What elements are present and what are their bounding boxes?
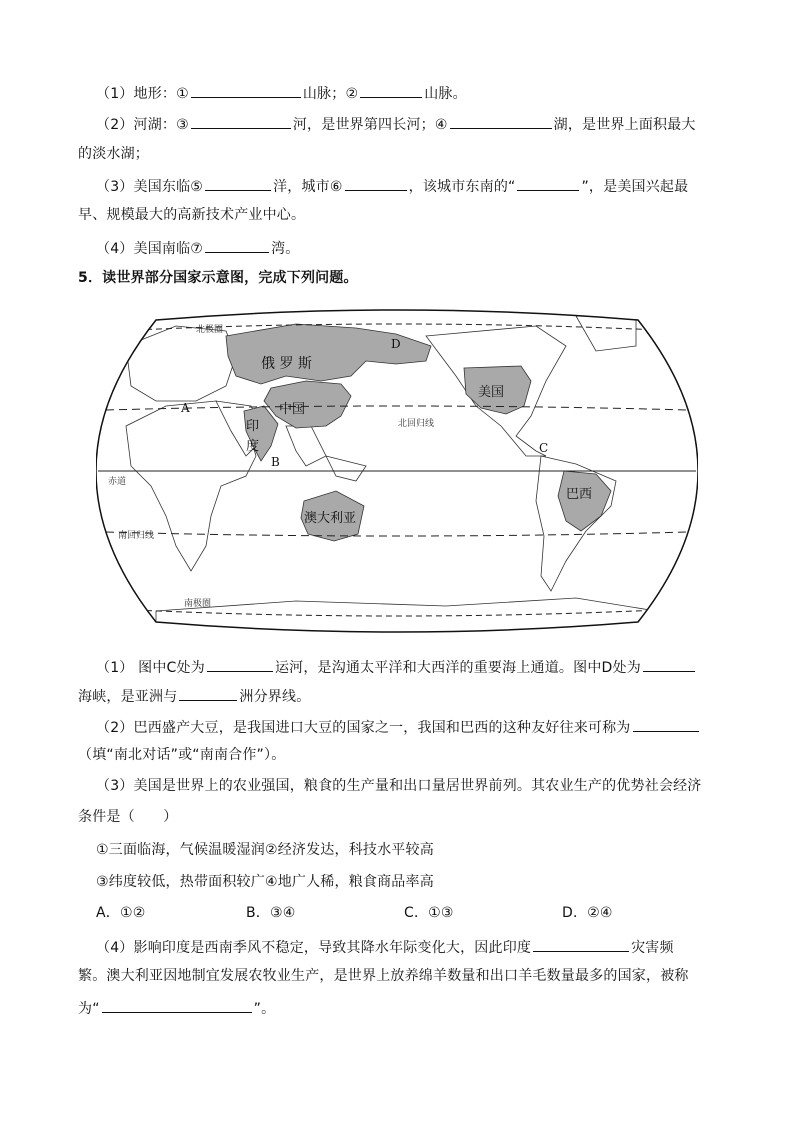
world-map: [96, 306, 698, 636]
label-point-c: C: [539, 441, 549, 455]
option-d[interactable]: D．②④: [562, 905, 613, 921]
q4-river-label: （2）河湖：③: [96, 117, 189, 133]
q5-s4-line-1: [96, 936, 674, 958]
q4-lake-text: 湖，是世界上面积最大: [553, 117, 696, 133]
label-australia: 澳大利亚: [304, 511, 357, 526]
label-india-2: 度: [246, 439, 260, 454]
q5-s1-text-a: （1） 图中C处为: [96, 660, 205, 676]
label-usa: 美国: [478, 385, 505, 400]
q4-line-2: [96, 113, 696, 135]
q4-line-4: [96, 175, 688, 197]
label-equator: 赤道: [108, 477, 127, 487]
q5-s4-text-e: ”。: [253, 1001, 276, 1017]
q4-gulf-label: （4）美国南临⑦: [96, 241, 204, 257]
q5-s4-text-d: 为“: [78, 1001, 100, 1017]
question-5-title: 5．读世界部分国家示意图，完成下列问题。: [78, 270, 358, 286]
q5-s2-line-2: （填“南北对话”或“南南合作”）。: [78, 747, 286, 763]
q5-s2-text-a: （2）巴西盛产大豆，是我国进口大豆的国家之一，我国和巴西的这种友好往来可称为: [96, 720, 631, 736]
answer-blank-2[interactable]: [360, 82, 422, 98]
label-north-polar: 北极圈: [196, 325, 224, 335]
q5-s2-line-1: [96, 716, 701, 738]
q5-s4-text-b: 灾害频: [631, 940, 674, 956]
option-c[interactable]: C．①③: [404, 905, 454, 921]
q5-s3-line-4: ③纬度较低，热带面积较广④地广人稀，粮食商品率高: [96, 874, 434, 890]
option-a[interactable]: A．①②: [96, 905, 146, 921]
answer-blank-7[interactable]: [517, 175, 579, 191]
answer-blank-5[interactable]: [205, 175, 271, 191]
answer-blank-13[interactable]: [533, 936, 629, 952]
label-point-b: B: [271, 455, 280, 469]
answer-blank-9[interactable]: [207, 656, 273, 672]
label-point-a: A: [181, 401, 190, 415]
q5-s4-line-3: [78, 997, 275, 1019]
label-russia: 俄 罗 斯: [261, 356, 312, 372]
q4-line-6: [96, 237, 299, 259]
answer-blank-10[interactable]: [643, 656, 695, 672]
label-point-d: D: [391, 337, 401, 351]
q4-terrain-label: （1）地形：①: [96, 86, 189, 102]
q4-terrain-text: 山脉；②: [302, 86, 359, 102]
q5-s1-text-b: 运河，是沟通太平洋和大西洋的重要海上通道。图中D处为: [274, 660, 641, 676]
answer-blank-3[interactable]: [191, 113, 291, 129]
answer-blank-11[interactable]: [179, 685, 237, 701]
answer-blank-12[interactable]: [633, 716, 699, 732]
q4-city-label: 洋，城市⑥: [273, 179, 343, 195]
label-south-polar: 南极圈: [184, 599, 212, 609]
q4-river-text: 河，是世界第四长河；④: [292, 117, 448, 133]
q4-line-1: [96, 82, 467, 104]
answer-blank-6[interactable]: [345, 175, 407, 191]
label-brazil: 巴西: [566, 487, 593, 502]
q4-southeast-text: ，该城市东南的“: [408, 179, 516, 195]
q5-s4-line-2: 繁。澳大利亚因地制宜发展农牧业生产，是世界上放养绵羊数量和出口羊毛数量最多的国家，被称: [78, 968, 689, 984]
answer-blank-8[interactable]: [205, 237, 269, 253]
q4-tech-text: ”，是美国兴起最: [581, 179, 689, 195]
q5-s1-text-c: 海峡，是亚洲与: [78, 689, 178, 705]
q4-line-3: 的淡水湖；: [78, 146, 149, 162]
q5-s3-line-2: 条件是（ ）: [78, 809, 178, 825]
label-tropic-cancer: 北回归线: [398, 419, 435, 429]
q5-s1-line-2: [78, 685, 310, 707]
q4-line-5: 早、规模最大的高新技术产业中心。: [78, 207, 306, 223]
label-tropic-capricorn: 南回归线: [118, 531, 155, 541]
q4-ocean-label: （3）美国东临⑤: [96, 179, 204, 195]
q5-s1-line-1: [96, 656, 697, 678]
label-india-1: 印: [246, 419, 260, 434]
q4-terrain-end: 山脉。: [424, 86, 467, 102]
q4-gulf-end: 湾。: [271, 241, 300, 257]
q5-s3-line-1: （3）美国是世界上的农业强国，粮食的生产量和出口量居世界前列。其农业生产的优势社会经济: [96, 778, 702, 794]
answer-blank-1[interactable]: [191, 82, 301, 98]
option-b[interactable]: B．③④: [246, 905, 296, 921]
answer-blank-14[interactable]: [102, 997, 252, 1013]
q5-s4-text-a: （4）影响印度是西南季风不稳定，导致其降水年际变化大，因此印度: [96, 940, 532, 956]
q5-s1-text-d: 洲分界线。: [239, 689, 311, 705]
answer-blank-4[interactable]: [450, 113, 552, 129]
q5-s3-line-3: ①三面临海，气候温暖湿润②经济发达，科技水平较高: [96, 842, 434, 858]
label-china: 中国: [279, 402, 306, 417]
